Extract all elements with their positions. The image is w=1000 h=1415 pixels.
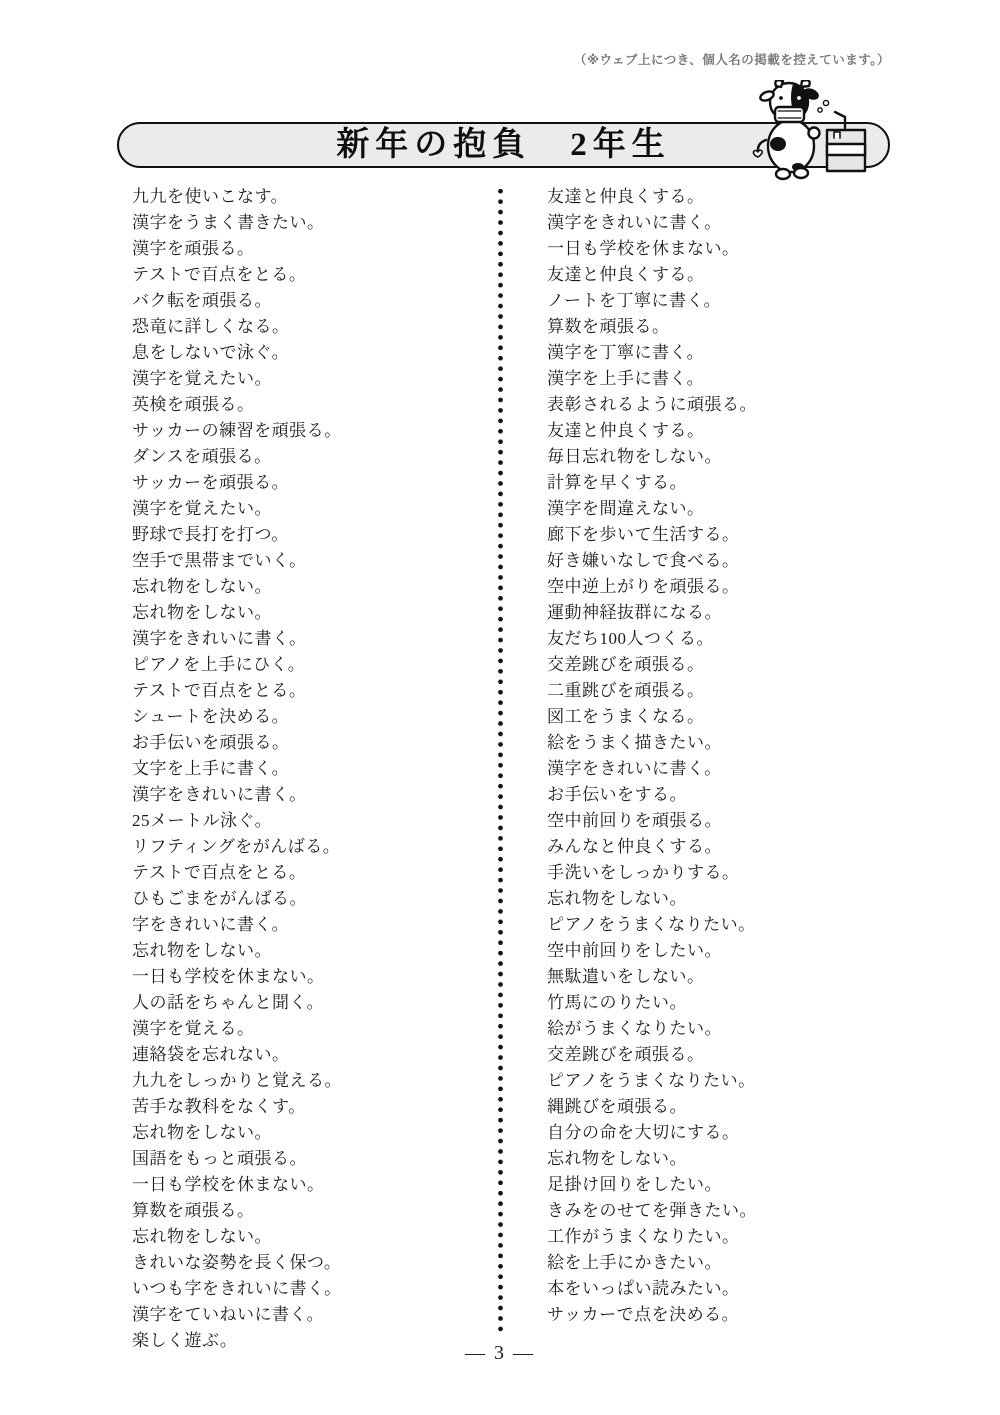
resolution-item: 一日も学校を休まない。 bbox=[132, 967, 325, 986]
resolution-item: 一日も学校を休まない。 bbox=[547, 239, 740, 258]
resolution-item: 二重跳びを頑張る。 bbox=[547, 681, 705, 700]
resolution-item: 漢字をきれいに書く。 bbox=[132, 785, 307, 804]
resolution-item: 苦手な教科をなくす。 bbox=[132, 1097, 306, 1116]
resolution-item: 毎日忘れ物をしない。 bbox=[547, 447, 722, 466]
resolution-item: 運動神経抜群になる。 bbox=[547, 603, 722, 622]
resolution-item: テストで百点をとる。 bbox=[132, 863, 307, 882]
resolution-item: 国語をもっと頑張る。 bbox=[132, 1149, 307, 1168]
resolution-item: 空手で黒帯までいく。 bbox=[132, 551, 307, 570]
resolution-item: 算数を頑張る。 bbox=[132, 1201, 255, 1220]
resolution-item: みんなと仲良くする。 bbox=[547, 837, 722, 856]
resolution-item: 友達と仲良くする。 bbox=[547, 421, 705, 440]
resolution-item: バク転を頑張る。 bbox=[132, 291, 272, 310]
resolution-item: 漢字をうまく書きたい。 bbox=[132, 213, 325, 232]
resolution-item: 忘れ物をしない。 bbox=[547, 889, 687, 908]
resolution-item: 忘れ物をしない。 bbox=[132, 1227, 272, 1246]
resolution-item: 漢字を頑張る。 bbox=[132, 239, 255, 258]
resolution-item: 連絡袋を忘れない。 bbox=[132, 1045, 290, 1064]
resolution-item: 漢字を覚えたい。 bbox=[132, 499, 272, 518]
resolution-item: 交差跳びを頑張る。 bbox=[547, 1045, 705, 1064]
resolution-item: 友達と仲良くする。 bbox=[547, 187, 705, 206]
resolution-item: 好き嫌いなしで食べる。 bbox=[547, 551, 740, 570]
resolution-item: 人の話をちゃんと聞く。 bbox=[132, 993, 325, 1012]
resolution-item: ダンスを頑張る。 bbox=[132, 447, 272, 466]
dotted-column-divider bbox=[497, 186, 504, 1334]
resolutions-column-left bbox=[132, 184, 342, 1354]
resolution-item: 漢字をきれいに書く。 bbox=[132, 629, 307, 648]
resolution-item: 空中逆上がりを頑張る。 bbox=[547, 577, 740, 596]
resolution-item: 忘れ物をしない。 bbox=[132, 1123, 272, 1142]
resolution-item: 図工をうまくなる。 bbox=[547, 707, 705, 726]
resolution-item: 絵を上手にかきたい。 bbox=[547, 1253, 722, 1272]
privacy-note: （※ウェブ上につき、個人名の掲載を控えています。） bbox=[573, 53, 890, 67]
resolution-item: サッカーで点を決める。 bbox=[547, 1305, 740, 1324]
resolution-item: 漢字を覚えたい。 bbox=[132, 369, 272, 388]
resolution-item: 算数を頑張る。 bbox=[547, 317, 670, 336]
resolution-item: 足掛け回りをしたい。 bbox=[547, 1175, 722, 1194]
resolutions-column-right bbox=[547, 184, 757, 1328]
resolution-item: 廊下を歩いて生活する。 bbox=[547, 525, 740, 544]
resolution-item: 忘れ物をしない。 bbox=[132, 941, 272, 960]
resolution-item: 竹馬にのりたい。 bbox=[547, 993, 687, 1012]
resolution-item: ひもごまをがんばる。 bbox=[132, 889, 307, 908]
resolution-item: きれいな姿勢を長く保つ。 bbox=[132, 1253, 342, 1272]
resolution-item: リフティングをがんばる。 bbox=[132, 837, 341, 856]
resolution-item: 無駄遣いをしない。 bbox=[547, 967, 705, 986]
resolution-item: サッカーを頑張る。 bbox=[132, 473, 290, 492]
page-title: 新年の抱負 2年生 bbox=[336, 127, 671, 163]
resolution-item: 交差跳びを頑張る。 bbox=[547, 655, 705, 674]
resolution-item: 漢字を覚える。 bbox=[132, 1019, 255, 1038]
resolution-item: 縄跳びを頑張る。 bbox=[547, 1097, 687, 1116]
resolution-item: 表彰されるように頑張る。 bbox=[547, 395, 757, 414]
resolution-item: きみをのせてを弾きたい。 bbox=[547, 1201, 757, 1220]
resolution-item: 空中前回りをしたい。 bbox=[547, 941, 722, 960]
resolution-item: ピアノをうまくなりたい。 bbox=[547, 1071, 756, 1090]
resolution-item: 息をしないで泳ぐ。 bbox=[132, 343, 290, 362]
resolution-item: お手伝いをする。 bbox=[547, 785, 687, 804]
page-number: — 3 — bbox=[465, 1342, 535, 1364]
resolution-item: 漢字をきれいに書く。 bbox=[547, 759, 722, 778]
resolution-item: 野球で長打を打つ。 bbox=[132, 525, 289, 544]
resolution-item: 空中前回りを頑張る。 bbox=[547, 811, 722, 830]
resolution-item: ノートを丁寧に書く。 bbox=[547, 291, 722, 310]
resolution-item: 忘れ物をしない。 bbox=[132, 577, 272, 596]
resolution-item: 忘れ物をしない。 bbox=[132, 603, 272, 622]
resolution-item: 漢字を丁寧に書く。 bbox=[547, 343, 705, 362]
resolution-item: 文字を上手に書く。 bbox=[132, 759, 290, 778]
resolution-item: 工作がうまくなりたい。 bbox=[547, 1227, 740, 1246]
resolution-item: 楽しく遊ぶ。 bbox=[132, 1331, 238, 1350]
resolution-item: 友だち100人つくる。 bbox=[547, 629, 714, 648]
resolution-item: シュートを決める。 bbox=[132, 707, 290, 726]
resolution-item: サッカーの練習を頑張る。 bbox=[132, 421, 342, 440]
resolution-item: 漢字を間違えない。 bbox=[547, 499, 705, 518]
resolution-item: テストで百点をとる。 bbox=[132, 265, 307, 284]
resolution-item: 九九を使いこなす。 bbox=[132, 187, 289, 206]
resolution-item: テストで百点をとる。 bbox=[132, 681, 307, 700]
resolution-item: 手洗いをしっかりする。 bbox=[547, 863, 740, 882]
resolution-item: 自分の命を大切にする。 bbox=[547, 1123, 740, 1142]
resolution-item: ピアノを上手にひく。 bbox=[132, 655, 306, 674]
resolution-item: 恐竜に詳しくなる。 bbox=[132, 317, 290, 336]
resolution-item: 漢字をていねいに書く。 bbox=[132, 1305, 325, 1324]
cow-mascot-icon bbox=[748, 80, 876, 182]
resolution-item: 九九をしっかりと覚える。 bbox=[132, 1071, 342, 1090]
resolution-item: 忘れ物をしない。 bbox=[547, 1149, 687, 1168]
resolution-item: いつも字をきれいに書く。 bbox=[132, 1279, 342, 1298]
resolution-item: 英検を頑張る。 bbox=[132, 395, 255, 414]
resolution-item: 25メートル泳ぐ。 bbox=[132, 811, 273, 830]
resolution-item: お手伝いを頑張る。 bbox=[132, 733, 290, 752]
resolution-item: 漢字を上手に書く。 bbox=[547, 369, 705, 388]
resolution-item: ピアノをうまくなりたい。 bbox=[547, 915, 756, 934]
resolution-item: 漢字をきれいに書く。 bbox=[547, 213, 722, 232]
resolution-item: 絵がうまくなりたい。 bbox=[547, 1019, 722, 1038]
resolution-item: 一日も学校を休まない。 bbox=[132, 1175, 325, 1194]
resolution-item: 計算を早くする。 bbox=[547, 473, 687, 492]
resolution-item: 字をきれいに書く。 bbox=[132, 915, 290, 934]
resolution-item: 友達と仲良くする。 bbox=[547, 265, 705, 284]
resolution-item: 本をいっぱい読みたい。 bbox=[547, 1279, 740, 1298]
resolution-item: 絵をうまく描きたい。 bbox=[547, 733, 722, 752]
